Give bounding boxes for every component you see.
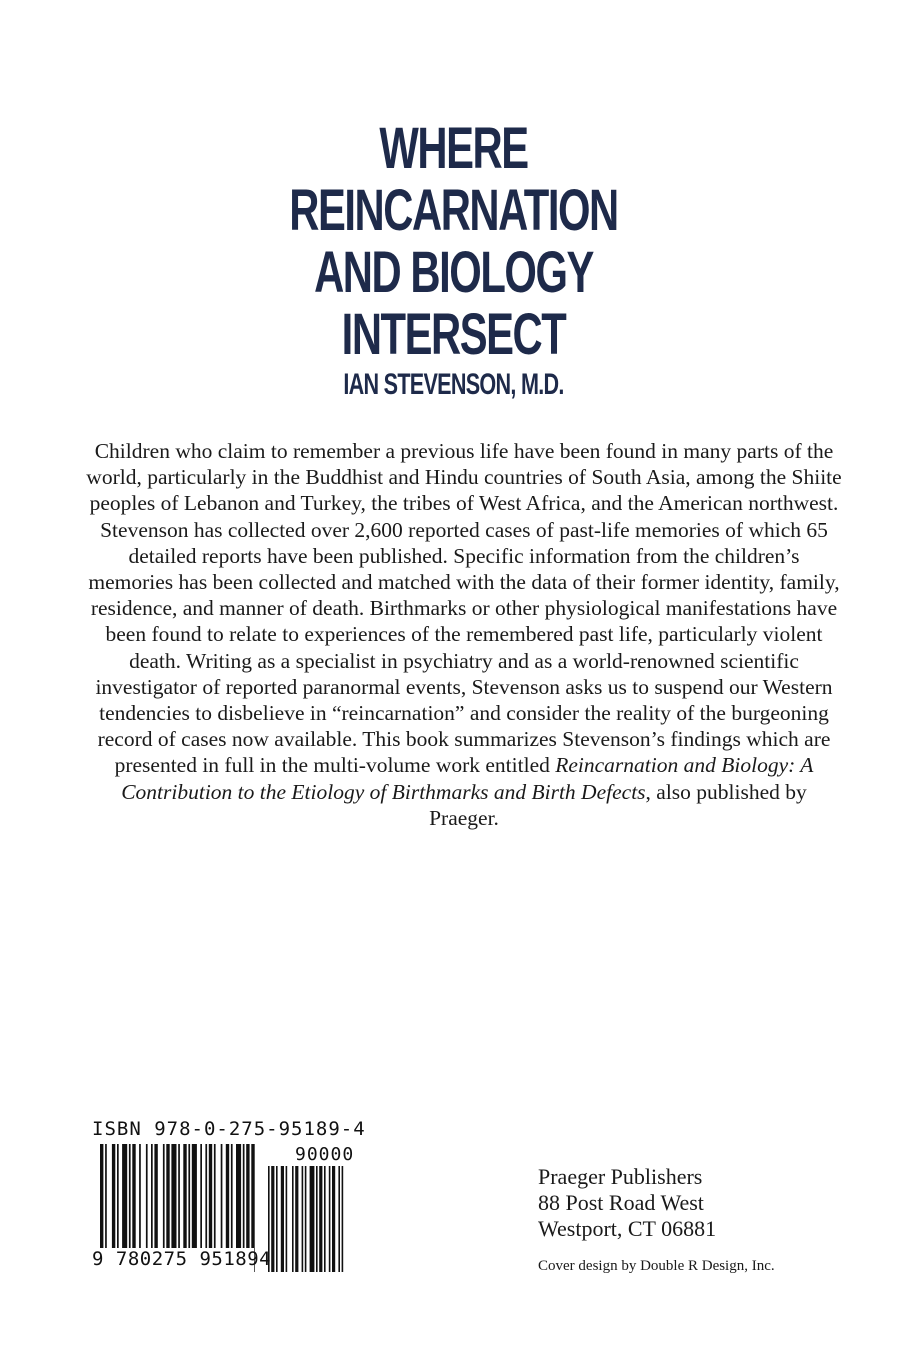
blurb-text: Children who claim to remember a previous life have been found in many parts of the world, particularly in the Buddhist and Hindu countries of South Asia, among the Shiite peoples of Lebanon and Turkey, the tribes of West Africa, and the American northwest. Stevenson has collected over 2,600 reported cases of past-life memories of which 65 detailed reports have been published. Specific information from the children’s memories has been collected and matched with the data of their former identity, family, residence, and manner of death. Birthmarks or other physiological manifestations have been found to relate to experiences of the remembered past life, particularly violent death. Writing as a specialist in psychiatry and as a world-renowned scientific investigator of reported paranormal events, Stevenson asks us to suspend our Western tendencies to disbelieve in “reincarnation” and consider the reality of the burgeoning record of cases now available. This book summarizes Stevenson’s findings which are presented in full in the multi-volume work entitled [86, 439, 842, 778]
publisher-street: 88 Post Road West [538, 1190, 704, 1215]
isbn-label: ISBN 978-0-275-95189-4 [92, 1118, 366, 1140]
back-cover-blurb [84, 438, 844, 831]
publisher-city: Westport, CT 06881 [538, 1216, 717, 1241]
isbn-barcode [92, 1118, 382, 1288]
author-name: IAN STEVENSON, M.D. [343, 368, 564, 401]
title-line-3: AND BIOLOGY [314, 240, 593, 305]
blurb-text-end: , also published by Praeger. [429, 779, 807, 830]
title-line-4: INTERSECT [341, 302, 566, 367]
price-code: 90000 [295, 1144, 355, 1165]
blurb-book-title: Reincarnation and Biology: A Contribution to the Etiology of Birthmarks and Birth Defects [121, 753, 814, 804]
title-block [0, 118, 907, 402]
blurb-paragraph [84, 438, 844, 831]
publisher-address [538, 1164, 716, 1242]
title-line-2: REINCARNATION [289, 178, 618, 243]
cover-design-credit: Cover design by Double R Design, Inc. [538, 1258, 775, 1274]
barcode-digits: 9 780275 951894 [92, 1248, 272, 1270]
publisher-name: Praeger Publishers [538, 1164, 703, 1189]
title-line-1: WHERE [379, 116, 528, 181]
